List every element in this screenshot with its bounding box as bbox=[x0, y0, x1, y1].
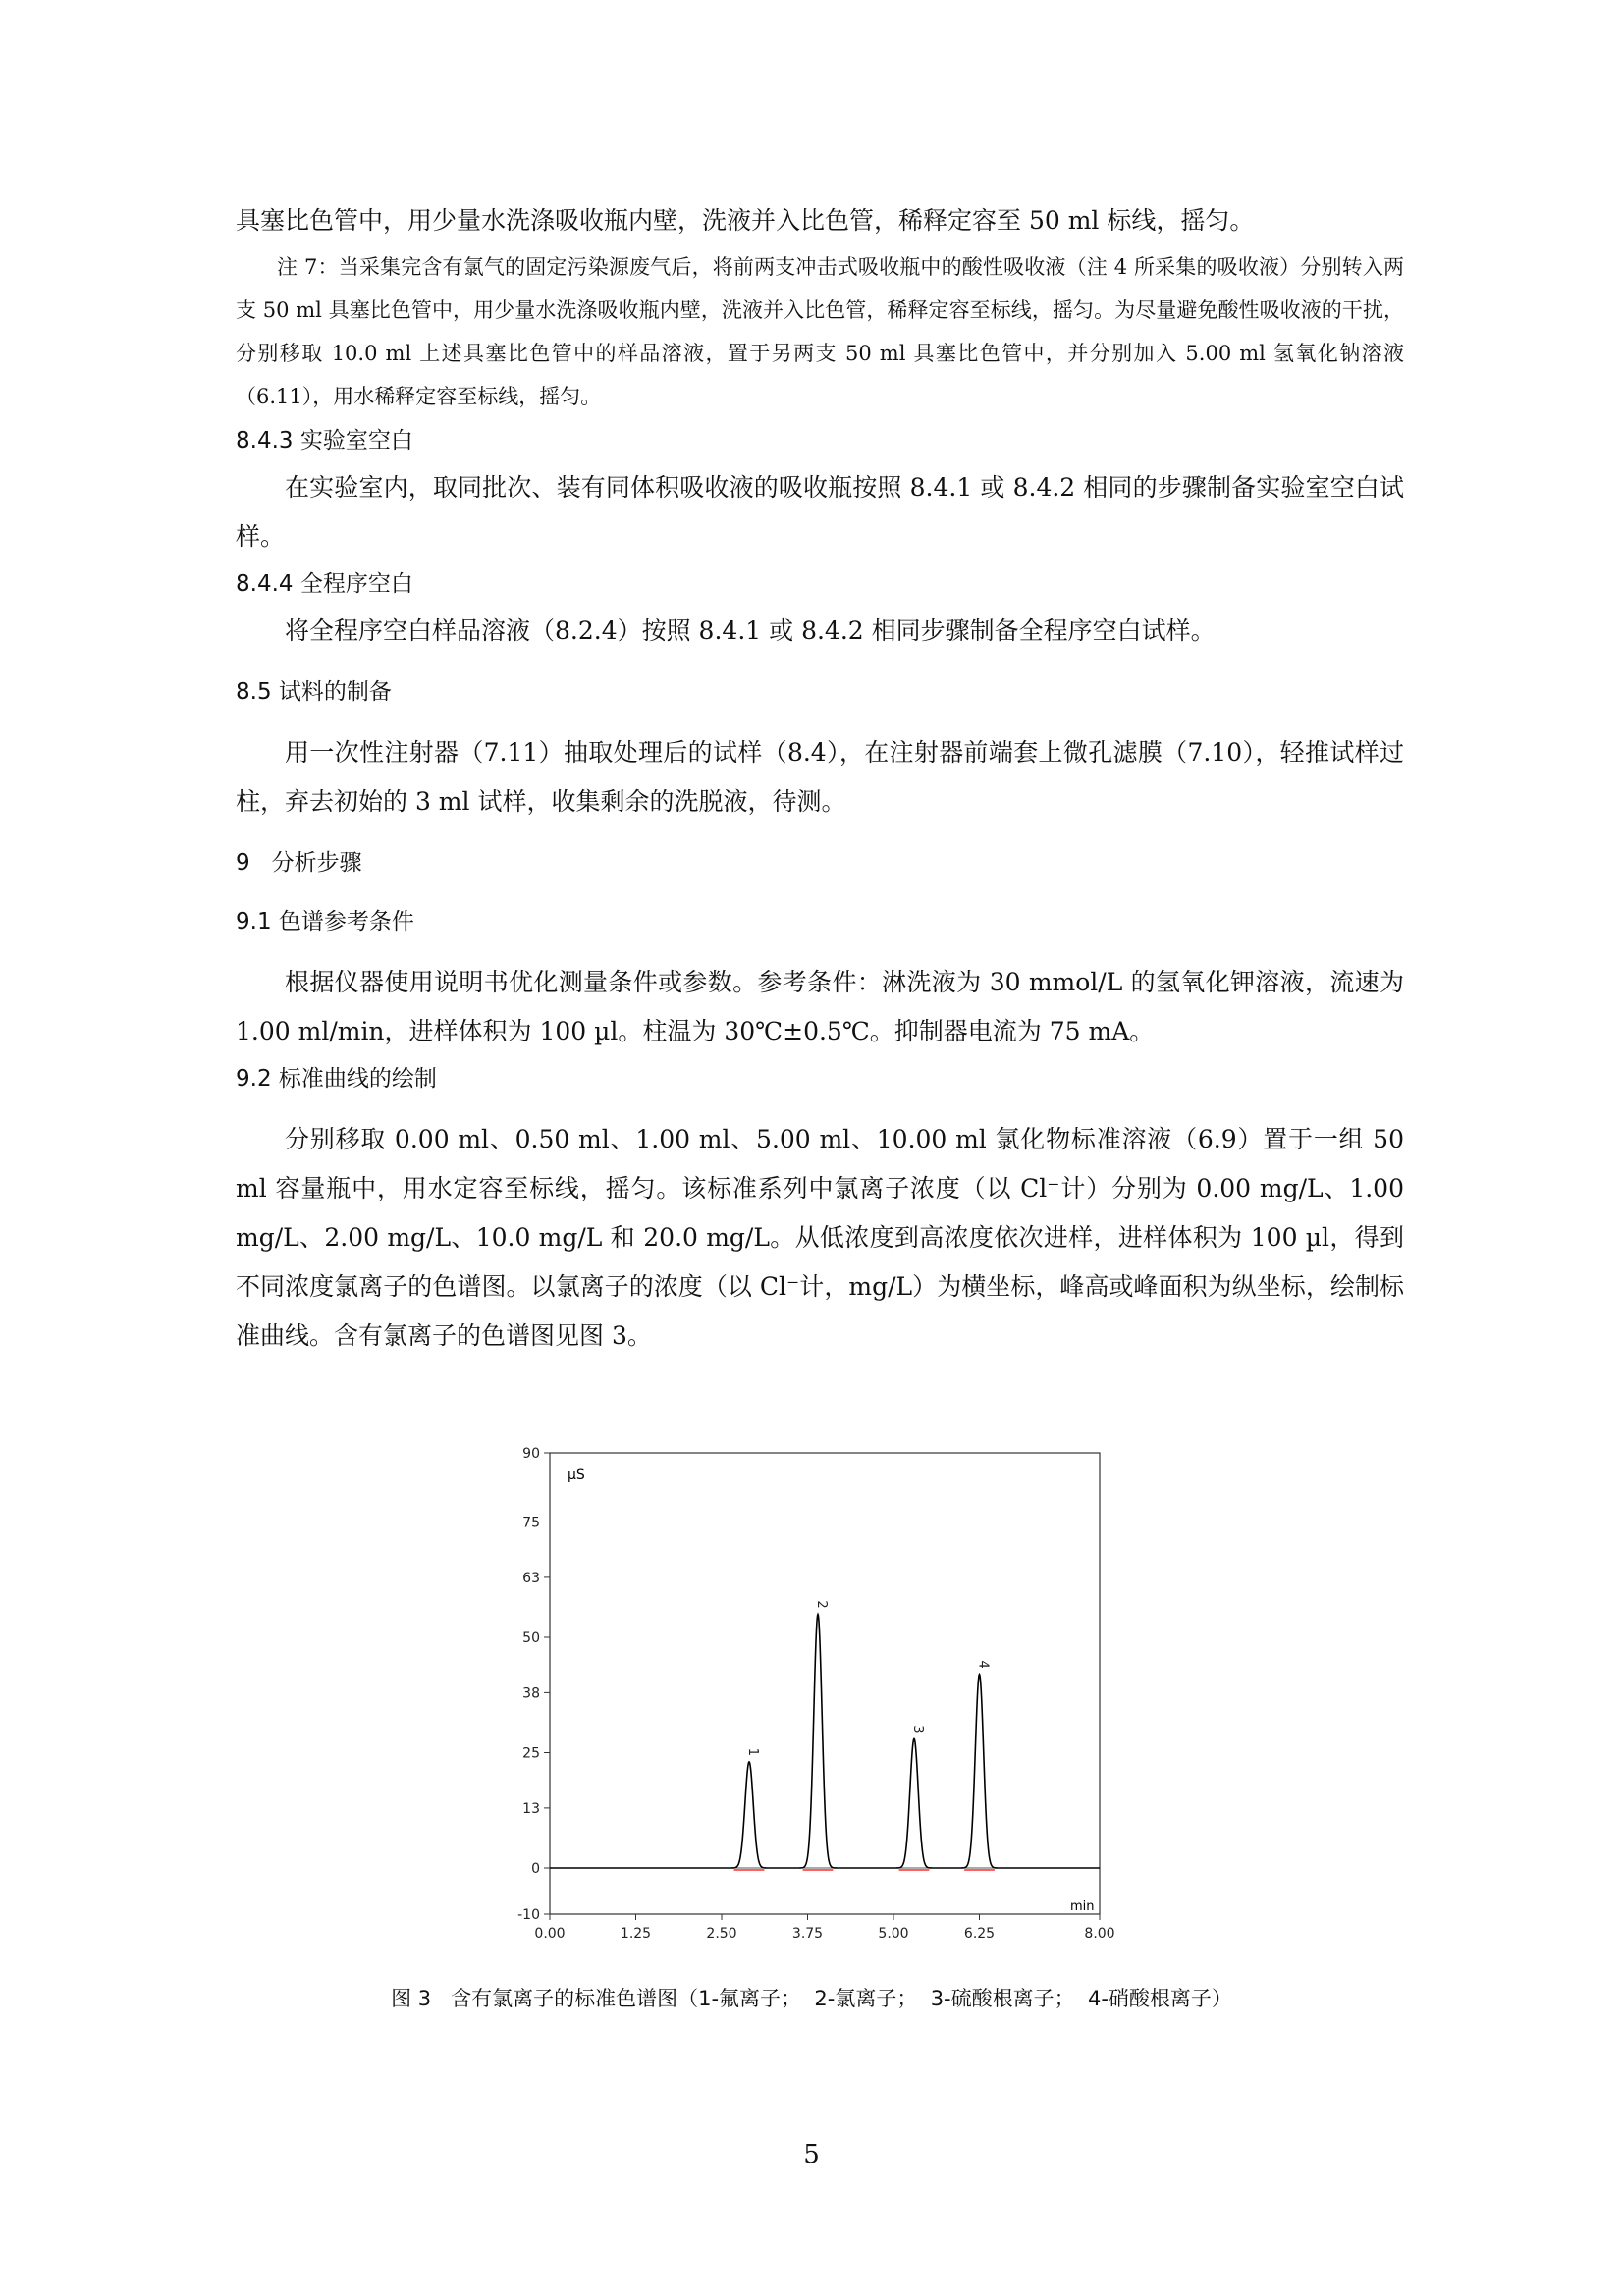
y-tick-label: 50 bbox=[522, 1630, 540, 1646]
peak-label: 4 bbox=[975, 1660, 991, 1669]
x-tick-label: 6.25 bbox=[963, 1926, 996, 1942]
x-tick-label: 5.00 bbox=[878, 1926, 909, 1942]
note-7-text: 注 7：当采集完含有氯气的固定污染源废气后，将前两支冲击式吸收瓶中的酸性吸收液（注 4 所采集的吸收液）分别转入两支 50 ml 具塞比色管中，用少量水洗涤吸收瓶内壁，洗液并入比色管，稀释定容至标线，摇匀。为尽量避免酸性吸收液的干扰，分别移取 10.0 ml 上述具塞比色管中的样品溶液，置于另两支 50 ml 具塞比色管中，并分别加入 5.00 ml 氢氧化钠溶液（6.11），用水稀释定容至标线，摇匀。 bbox=[236, 255, 1404, 408]
paragraph-9-2: 分别移取 0.00 ml、0.50 ml、1.00 ml、5.00 ml、10.00 ml 氯化物标准溶液（6.9）置于一组 50 ml 容量瓶中，用水定容至标线，摇匀。该标准系列中氯离子浓度（以 Cl⁻计）分别为 0.00 mg/L、1.00 mg/L、2.00 mg/L、10.0 mg/L 和 20.0 mg/L。从低浓度到高浓度依次进样，进样体积为 100 µl，得到不同浓度氯离子的色谱图。以氯离子的浓度（以 Cl⁻计，mg/L）为横坐标，峰高或峰面积为纵坐标，绘制标准曲线。含有氯离子的色谱图见图 3。 bbox=[236, 1125, 1404, 1350]
y-tick-label: -10 bbox=[517, 1907, 540, 1923]
figure-caption: 图 3 含有氯离子的标准色谱图（1-氟离子； 2-氯离子； 3-硫酸根离子； 4-硝酸根离子） bbox=[391, 1987, 1232, 2010]
y-axis-unit-label: µS bbox=[568, 1468, 585, 1483]
y-tick-label: 25 bbox=[522, 1745, 540, 1762]
heading-8-4-3: 8.4.3 实验室空白 bbox=[236, 428, 413, 454]
y-tick-label: 63 bbox=[522, 1570, 540, 1586]
peak-label: 1 bbox=[745, 1747, 760, 1757]
y-tick-label: 13 bbox=[522, 1800, 540, 1817]
peak-labels bbox=[745, 1600, 991, 1756]
heading-8-4-4: 8.4.4 全程序空白 bbox=[236, 571, 413, 597]
heading-9: 9 分析步骤 bbox=[236, 850, 362, 876]
chromatogram-trace bbox=[550, 1615, 1100, 1869]
x-tick-label: 8.00 bbox=[1084, 1926, 1115, 1942]
heading-8-5: 8.5 试料的制备 bbox=[236, 679, 392, 705]
peak-label: 3 bbox=[910, 1725, 925, 1734]
y-tick-label: 38 bbox=[522, 1685, 540, 1702]
x-axis-unit-label: min bbox=[1070, 1899, 1095, 1914]
peak-label: 2 bbox=[814, 1600, 829, 1609]
chromatogram-chart bbox=[471, 1443, 1119, 1963]
paragraph-9-1: 根据仪器使用说明书优化测量条件或参数。参考条件：淋洗液为 30 mmol/L 的氢氧化钾溶液，流速为 1.00 ml/min，进样体积为 100 µl。柱温为 30℃±0.5℃。抑制器电流为 75 mA。 bbox=[236, 968, 1404, 1045]
heading-9-2: 9.2 标准曲线的绘制 bbox=[236, 1066, 437, 1092]
x-tick-label: 3.75 bbox=[791, 1926, 824, 1942]
plot-frame bbox=[550, 1453, 1100, 1914]
paragraph-8-4-4: 将全程序空白样品溶液（8.2.4）按照 8.4.1 或 8.4.2 相同步骤制备全程序空白试样。 bbox=[285, 616, 1216, 645]
paragraph-8-5: 用一次性注射器（7.11）抽取处理后的试样（8.4），在注射器前端套上微孔滤膜（7.10），轻推试样过柱，弃去初始的 3 ml 试样，收集剩余的洗脱液，待测。 bbox=[236, 738, 1404, 816]
y-tick-label: 0 bbox=[531, 1861, 540, 1877]
y-tick-label: 90 bbox=[522, 1446, 540, 1462]
y-tick-label: 75 bbox=[522, 1515, 540, 1531]
x-tick-label: 0.00 bbox=[534, 1926, 566, 1942]
chromatogram-svg bbox=[471, 1443, 1119, 1963]
heading-9-1: 9.1 色谱参考条件 bbox=[236, 909, 414, 934]
x-axis-ticks bbox=[534, 1914, 1114, 1942]
paragraph-continuation: 具塞比色管中，用少量水洗涤吸收瓶内壁，洗液并入比色管，稀释定容至 50 ml 标线，摇匀。 bbox=[236, 206, 1255, 235]
note-7 bbox=[236, 245, 1404, 418]
y-axis-ticks bbox=[517, 1446, 550, 1923]
page-content bbox=[236, 196, 1404, 1361]
x-tick-label: 2.50 bbox=[706, 1926, 737, 1942]
x-tick-label: 1.25 bbox=[620, 1926, 652, 1942]
page-number: 5 bbox=[803, 2140, 820, 2169]
paragraph-8-4-3: 在实验室内，取同批次、装有同体积吸收液的吸收瓶按照 8.4.1 或 8.4.2 相同的步骤制备实验室空白试样。 bbox=[236, 473, 1404, 551]
